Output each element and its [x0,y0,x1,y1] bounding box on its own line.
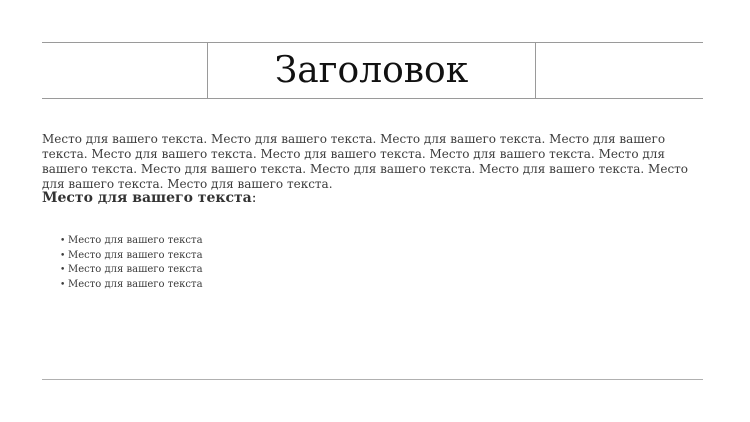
list-item[interactable]: • Место для вашего текста [60,263,203,278]
title-band [42,42,703,99]
body-paragraph[interactable]: Место для вашего текста. Место для вашего текста. Место для вашего текста. Место для вашего текста. Место для вашего текста. Место для вашего текста. Место для вашего текста. Место для вашего текста. Место для вашего текста. Место для вашего текста. Место для вашего текста. Место для вашего текста. Место для вашего текста. [42,132,689,191]
list-item[interactable]: • Место для вашего текста [60,278,203,293]
list-item[interactable]: • Место для вашего текста [60,234,203,249]
page-title[interactable]: Заголовок [274,50,469,91]
bullet-list [60,234,203,292]
footer-divider [42,379,703,380]
subheading[interactable] [42,190,256,206]
list-item[interactable]: • Место для вашего текста [60,249,203,264]
title-band-right-divider [535,43,536,98]
subheading-colon: : [251,190,257,206]
subheading-bold-text: Место для вашего текста [42,190,252,206]
